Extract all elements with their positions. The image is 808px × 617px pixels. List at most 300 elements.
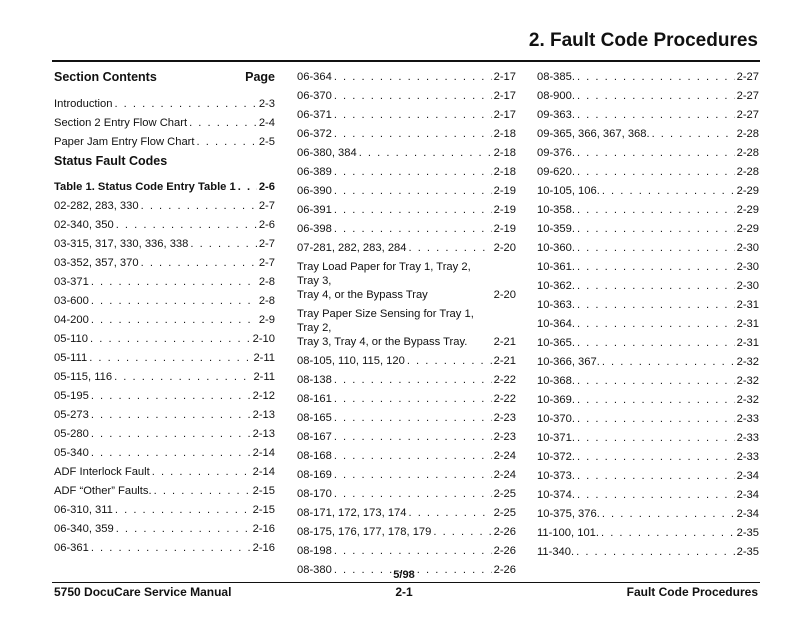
- toc-entry-page: 2-17: [493, 71, 516, 83]
- dot-leader: [577, 336, 735, 350]
- dot-leader: [577, 108, 735, 122]
- dot-leader: [576, 545, 734, 559]
- toc-entry-title: 10-368.: [537, 375, 575, 387]
- toc-entry: [537, 279, 759, 293]
- dot-leader: [334, 411, 492, 425]
- toc-entry: [54, 370, 275, 384]
- toc-entry-title: 08-138: [297, 374, 332, 386]
- toc-entry: [54, 484, 275, 498]
- toc-entry-title: 10-373.: [537, 470, 575, 482]
- dot-leader: [577, 374, 735, 388]
- toc-entry: [54, 97, 275, 111]
- toc-entry-title: 08-900.: [537, 90, 575, 102]
- dot-leader: [408, 506, 491, 520]
- toc-entry-page: 2-35: [736, 527, 759, 539]
- toc-entry-page: 2-31: [736, 299, 759, 311]
- dot-leader: [334, 222, 492, 236]
- toc-entry-page: 2-34: [736, 470, 759, 482]
- toc-entry-page: 2-26: [493, 564, 516, 576]
- toc-entry: [297, 146, 516, 160]
- dot-leader: [116, 218, 257, 232]
- toc-entry: [537, 507, 759, 521]
- toc-entry: [537, 89, 759, 103]
- toc-entry-page: 2-7: [258, 238, 275, 250]
- toc-entry: [537, 450, 759, 464]
- toc-entry: [297, 260, 516, 302]
- toc-entry-page: 2-25: [493, 507, 516, 519]
- toc-entry-title: 03-315, 317, 330, 336, 338: [54, 238, 189, 250]
- status-fault-codes-heading: Status Fault Codes: [54, 154, 168, 168]
- toc-entry-title: 08-171, 172, 173, 174: [297, 507, 407, 519]
- toc-entry-title: 02-340, 350: [54, 219, 114, 231]
- toc-entry-title: 06-389: [297, 166, 332, 178]
- toc-entry-page: 2-17: [493, 109, 516, 121]
- toc-entry: [54, 237, 275, 251]
- toc-entry: [54, 180, 275, 194]
- toc-entry: [54, 427, 275, 441]
- toc-entry: [537, 70, 759, 84]
- toc-entry-title: 04-200: [54, 314, 89, 326]
- toc-entry: [297, 411, 516, 425]
- toc-entry-page: 2-11: [253, 352, 275, 364]
- toc-entry: [537, 108, 759, 122]
- toc-entry-page: 2-10: [252, 333, 275, 345]
- dot-leader: [197, 135, 257, 149]
- toc-entry-page: 2-23: [493, 431, 516, 443]
- toc-entry-page: 2-23: [493, 412, 516, 424]
- toc-entry-page: 2-15: [252, 504, 275, 516]
- toc-entry: [537, 127, 759, 141]
- dot-leader: [91, 389, 251, 403]
- dot-leader: [91, 408, 251, 422]
- toc-entry: [54, 313, 275, 327]
- toc-entry-page: 2-22: [493, 393, 516, 405]
- dot-leader: [602, 355, 735, 369]
- toc-entry-page: 2-8: [258, 276, 275, 288]
- toc-entry: [54, 116, 275, 130]
- toc-entry-page: 2-14: [252, 466, 275, 478]
- toc-entry-title: 06-371: [297, 109, 332, 121]
- toc-entry-title: 05-280: [54, 428, 89, 440]
- toc-entry: [297, 222, 516, 236]
- toc-entry: [537, 184, 759, 198]
- footer-manual-title: 5750 DocuCare Service Manual: [54, 585, 232, 599]
- toc-entry-page: 2-34: [736, 508, 759, 520]
- dot-leader: [334, 89, 492, 103]
- toc-entry-page: 2-9: [258, 314, 275, 326]
- toc-entry-page: 2-18: [493, 128, 516, 140]
- toc-entry: [537, 412, 759, 426]
- toc-entry: [297, 184, 516, 198]
- toc-entry-title: 08-105, 110, 115, 120: [297, 355, 405, 367]
- dot-leader: [89, 351, 251, 365]
- toc-entry-page: 2-16: [252, 523, 275, 535]
- dot-leader: [433, 525, 491, 539]
- toc-entry-page: 2-31: [736, 337, 759, 349]
- dot-leader: [577, 165, 735, 179]
- toc-entry: [54, 351, 275, 365]
- toc-entry-title: 10-366, 367.: [537, 356, 600, 368]
- toc-entry: [297, 241, 516, 255]
- dot-leader: [116, 522, 251, 536]
- toc-entry-title: 10-360.: [537, 242, 575, 254]
- toc-entry-page: 2-13: [252, 428, 275, 440]
- toc-entry-title: 10-363.: [537, 299, 575, 311]
- toc-entry: [297, 354, 516, 368]
- dot-leader: [91, 446, 251, 460]
- toc-entry: [297, 525, 516, 539]
- toc-entry-title: 08-167: [297, 431, 332, 443]
- dot-leader: [334, 184, 492, 198]
- dot-leader: [577, 146, 735, 160]
- toc-entry-page: 2-3: [258, 98, 275, 110]
- toc-entry-page: 2-30: [736, 280, 759, 292]
- dot-leader: [577, 488, 735, 502]
- toc-entry-title: 08-168: [297, 450, 332, 462]
- toc-entry-title: 10-364.: [537, 318, 575, 330]
- toc-entry-page: 2-7: [258, 257, 275, 269]
- toc-entry-page: 2-25: [493, 488, 516, 500]
- page-column-label: Page: [245, 70, 275, 84]
- toc-entry: [537, 298, 759, 312]
- dot-leader: [577, 317, 735, 331]
- toc-entry-title: 10-361.: [537, 261, 575, 273]
- toc-entry-title: 09-363.: [537, 109, 575, 121]
- toc-entry-title: Table 1. Status Code Entry Table 1: [54, 181, 236, 193]
- toc-entry-title: 03-600: [54, 295, 89, 307]
- toc-entry-page: 2-13: [252, 409, 275, 421]
- toc-entry-title: 05-273: [54, 409, 89, 421]
- toc-entry: [297, 373, 516, 387]
- toc-entry: [537, 526, 759, 540]
- toc-column-2: [297, 70, 516, 582]
- toc-entry-title: 06-370: [297, 90, 332, 102]
- toc-entry-title: 08-175, 176, 177, 178, 179: [297, 526, 432, 538]
- toc-entry-page: 2-26: [493, 545, 516, 557]
- dot-leader: [334, 373, 492, 387]
- dot-leader: [154, 484, 251, 498]
- toc-entry-title: 08-385.: [537, 71, 575, 83]
- toc-entry-title: 06-364: [297, 71, 332, 83]
- toc-entry: [297, 127, 516, 141]
- toc-entry: [537, 355, 759, 369]
- toc-entry: [54, 218, 275, 232]
- dot-leader: [334, 544, 492, 558]
- toc-entry: [54, 275, 275, 289]
- toc-entry-page: 2-19: [493, 204, 516, 216]
- toc-list: [297, 70, 516, 577]
- toc-entry-page: 2-32: [736, 375, 759, 387]
- toc-entry-page: 2-8: [258, 295, 275, 307]
- toc-entry-page: 2-27: [736, 90, 759, 102]
- toc-status-list: [54, 180, 275, 555]
- toc-entry-title: 09-376.: [537, 147, 575, 159]
- dot-leader: [90, 332, 251, 346]
- toc-entry: [297, 468, 516, 482]
- toc-entry-page: 2-12: [252, 390, 275, 402]
- dot-leader: [602, 507, 735, 521]
- dot-leader: [190, 237, 256, 251]
- toc-entry-title: 10-370.: [537, 413, 575, 425]
- dot-leader: [141, 199, 257, 213]
- dot-leader: [152, 465, 251, 479]
- footer-section-title: Fault Code Procedures: [626, 585, 758, 599]
- toc-entry-page: 2-21: [493, 355, 516, 367]
- header-rule: [52, 60, 760, 62]
- dot-leader: [334, 165, 492, 179]
- dot-leader: [91, 275, 257, 289]
- toc-entry-page: 2-18: [493, 166, 516, 178]
- dot-leader: [577, 203, 735, 217]
- dot-leader: [334, 70, 492, 84]
- toc-entry-title: [297, 260, 490, 302]
- toc-entry-title-line: Tray Paper Size Sensing for Tray 1, Tray 2,: [297, 308, 474, 334]
- dot-leader: [334, 468, 492, 482]
- toc-entry-title-line: Tray 3, Tray 4, or the Bypass Tray.: [297, 336, 468, 348]
- toc-entry-page: 2-30: [736, 242, 759, 254]
- toc-entry-page: 2-28: [736, 128, 759, 140]
- toc-entry-page: 2-29: [736, 223, 759, 235]
- dot-leader: [91, 313, 257, 327]
- toc-entry-page: 2-31: [736, 318, 759, 330]
- dot-leader: [577, 298, 735, 312]
- toc-entry-page: 2-24: [493, 469, 516, 481]
- toc-entry: [297, 449, 516, 463]
- toc-entry-page: 2-29: [736, 204, 759, 216]
- toc-entry-title: ADF “Other” Faults.: [54, 485, 152, 497]
- toc-list: [537, 70, 759, 559]
- toc-entry-title: 05-195: [54, 390, 89, 402]
- toc-entry-title: 11-100, 101.: [537, 527, 599, 539]
- toc-entry-title: 05-110: [54, 333, 89, 345]
- toc-entry-title: 10-374.: [537, 489, 575, 501]
- toc-entry-page: 2-4: [258, 117, 275, 129]
- toc-entry-title: 05-111: [54, 352, 88, 364]
- toc-entry-page: 2-14: [252, 447, 275, 459]
- toc-entry-title: 10-365.: [537, 337, 575, 349]
- dot-leader: [577, 393, 735, 407]
- toc-entry-page: 2-32: [736, 394, 759, 406]
- toc-entry: [54, 332, 275, 346]
- toc-entry-page: 2-6: [258, 219, 275, 231]
- toc-entry-title-line: Tray Load Paper for Tray 1, Tray 2, Tray 3,: [297, 261, 471, 287]
- toc-entry-title: 09-365, 366, 367, 368.: [537, 128, 650, 140]
- toc-entry-title: 10-375, 376.: [537, 508, 600, 520]
- toc-entry-page: 2-33: [736, 432, 759, 444]
- toc-entry-title: 03-352, 357, 370: [54, 257, 139, 269]
- toc-entry: [54, 408, 275, 422]
- toc-entry: [54, 541, 275, 555]
- toc-entry: [54, 503, 275, 517]
- dot-leader: [577, 469, 735, 483]
- toc-entry: [54, 294, 275, 308]
- toc-entry: [537, 222, 759, 236]
- dot-leader: [359, 146, 492, 160]
- dot-leader: [114, 97, 256, 111]
- dot-leader: [577, 450, 735, 464]
- toc-entry: [297, 487, 516, 501]
- toc-entry: [537, 203, 759, 217]
- dot-leader: [577, 222, 735, 236]
- footer-rule: [52, 582, 760, 583]
- dot-leader: [334, 449, 492, 463]
- toc-entry: [537, 165, 759, 179]
- dot-leader: [408, 241, 491, 255]
- toc-entry: [297, 89, 516, 103]
- toc-entry: [537, 146, 759, 160]
- toc-entry-title: 06-361: [54, 542, 89, 554]
- toc-entry-page: 2-28: [736, 147, 759, 159]
- section-contents-heading: [54, 70, 275, 84]
- toc-entry-title: 08-380: [297, 564, 332, 576]
- toc-entry-page: 2-28: [736, 166, 759, 178]
- dot-leader: [91, 294, 257, 308]
- toc-entry-page: 2-19: [493, 185, 516, 197]
- toc-entry: [537, 545, 759, 559]
- toc-entry-title: 03-371: [54, 276, 89, 288]
- dot-leader: [189, 116, 257, 130]
- dot-leader: [577, 431, 735, 445]
- toc-entry-title: Paper Jam Entry Flow Chart: [54, 136, 195, 148]
- toc-entry: [297, 165, 516, 179]
- dot-leader: [577, 89, 735, 103]
- toc-entry: [54, 199, 275, 213]
- dot-leader: [334, 392, 492, 406]
- toc-entry-title: 06-390: [297, 185, 332, 197]
- toc-entry-title: 06-380, 384: [297, 147, 357, 159]
- dot-leader: [91, 427, 251, 441]
- toc-entry: [297, 70, 516, 84]
- toc-entry-title: 06-372: [297, 128, 332, 140]
- toc-entry-page: 2-34: [736, 489, 759, 501]
- toc-entry-title: 07-281, 282, 283, 284: [297, 242, 407, 254]
- footer-page-number: 2-1: [395, 585, 413, 599]
- toc-entry-page: 2-20: [493, 289, 516, 301]
- dot-leader: [577, 412, 735, 426]
- toc-entry-page: 2-22: [493, 374, 516, 386]
- toc-entry-title: 05-115, 116: [54, 371, 113, 383]
- toc-entry: [537, 336, 759, 350]
- toc-entry-title: 10-369.: [537, 394, 575, 406]
- toc-entry-page: 2-20: [493, 242, 516, 254]
- toc-entry-title: 08-170: [297, 488, 332, 500]
- toc-entry-title: 06-340, 359: [54, 523, 114, 535]
- toc-entry-page: 2-18: [493, 147, 516, 159]
- toc-entry-page: 2-19: [493, 223, 516, 235]
- dot-leader: [577, 70, 735, 84]
- toc-entry: [297, 392, 516, 406]
- toc-entry-title: 08-165: [297, 412, 332, 424]
- toc-entry: [297, 108, 516, 122]
- toc-entry: [54, 446, 275, 460]
- toc-column-1: [54, 70, 275, 560]
- toc-entry: [297, 506, 516, 520]
- toc-entry-title-line: Tray 4, or the Bypass Tray: [297, 289, 428, 301]
- dot-leader: [601, 526, 735, 540]
- dot-leader: [602, 184, 735, 198]
- footer-date: 5/98: [393, 569, 415, 581]
- toc-entry-page: 2-21: [493, 336, 516, 348]
- toc-entry-page: 2-6: [258, 181, 275, 193]
- toc-entry-page: 2-29: [736, 185, 759, 197]
- toc-entry-title: 10-359.: [537, 223, 575, 235]
- dot-leader: [407, 354, 492, 368]
- toc-entry-title: 10-358.: [537, 204, 575, 216]
- toc-entry-title: 10-105, 106.: [537, 185, 600, 197]
- toc-entry-title: 06-391: [297, 204, 332, 216]
- toc-entry-title: 06-310, 311: [54, 504, 113, 516]
- toc-entry-page: 2-16: [252, 542, 275, 554]
- dot-leader: [334, 430, 492, 444]
- toc-entry-page: 2-15: [252, 485, 275, 497]
- dot-leader: [115, 503, 251, 517]
- toc-entry-title: 10-372.: [537, 451, 575, 463]
- toc-entry-page: 2-17: [493, 90, 516, 102]
- toc-entry: [54, 256, 275, 270]
- toc-entry-title: 09-620.: [537, 166, 575, 178]
- toc-entry: [297, 544, 516, 558]
- toc-entry: [537, 393, 759, 407]
- dot-leader: [114, 370, 251, 384]
- dot-leader: [141, 256, 257, 270]
- toc-entry: [297, 430, 516, 444]
- toc-entry-page: 2-11: [253, 371, 275, 383]
- toc-entry-title: 08-169: [297, 469, 332, 481]
- toc-entry-page: 2-35: [736, 546, 759, 558]
- toc-entry: [297, 203, 516, 217]
- dot-leader: [577, 279, 735, 293]
- dot-leader: [652, 127, 735, 141]
- toc-entry-page: 2-27: [736, 71, 759, 83]
- toc-entry: [537, 241, 759, 255]
- toc-entry: [537, 469, 759, 483]
- toc-entry-title: 08-198: [297, 545, 332, 557]
- toc-entry-title: [297, 307, 490, 349]
- toc-entry-page: 2-33: [736, 413, 759, 425]
- toc-entry: [537, 260, 759, 274]
- toc-entry-page: 2-27: [736, 109, 759, 121]
- toc-entry-title: Introduction: [54, 98, 113, 110]
- toc-entry-title: 10-371.: [537, 432, 575, 444]
- dot-leader: [334, 203, 492, 217]
- toc-entry: [54, 135, 275, 149]
- toc-entry: [54, 522, 275, 536]
- toc-entry-title: Section 2 Entry Flow Chart: [54, 117, 188, 129]
- toc-entry-page: 2-30: [736, 261, 759, 273]
- toc-entry-page: 2-5: [258, 136, 275, 148]
- toc-entry-title: 06-398: [297, 223, 332, 235]
- dot-leader: [577, 260, 735, 274]
- toc-entry-page: 2-7: [258, 200, 275, 212]
- dot-leader: [334, 487, 492, 501]
- toc-entry: [537, 431, 759, 445]
- toc-entry-page: 2-33: [736, 451, 759, 463]
- dot-leader: [334, 127, 492, 141]
- dot-leader: [577, 241, 735, 255]
- dot-leader: [91, 541, 251, 555]
- toc-entry: [297, 307, 516, 349]
- toc-entry-title: 05-340: [54, 447, 89, 459]
- toc-entry-page: 2-32: [736, 356, 759, 368]
- toc-entry-title: 02-282, 283, 330: [54, 200, 139, 212]
- toc-entry: [54, 465, 275, 479]
- section-contents-label: Section Contents: [54, 70, 157, 84]
- dot-leader: [334, 108, 492, 122]
- toc-entry-page: 2-24: [493, 450, 516, 462]
- toc-entry-page: 2-26: [493, 526, 516, 538]
- toc-entry-title: 11-340.: [537, 546, 575, 558]
- page-title: 2. Fault Code Procedures: [528, 30, 758, 51]
